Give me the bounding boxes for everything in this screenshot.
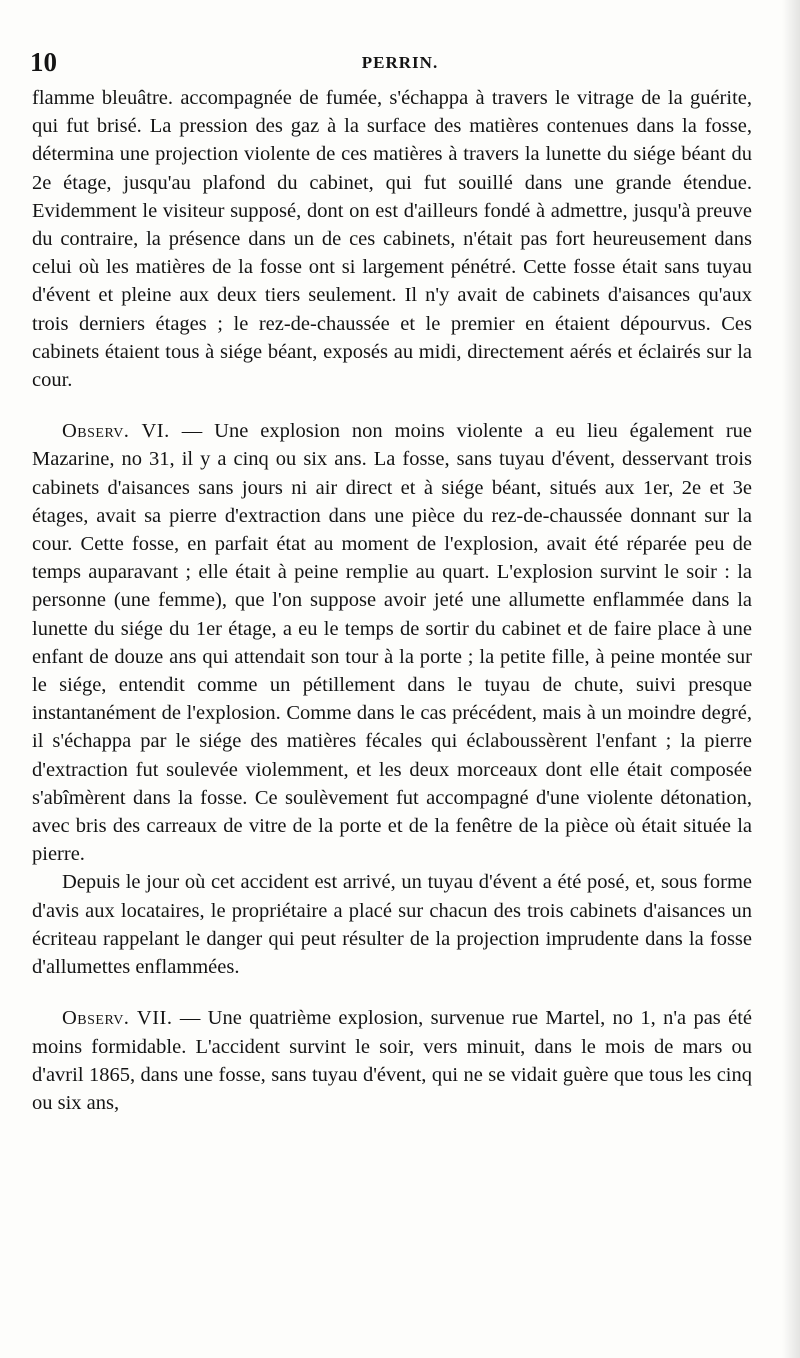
body-text: [32, 84, 752, 1117]
observation-text: — Une quatrième explosion, survenue rue Martel, no 1, n'a pas été moins formidable. L'accident survint le soir, vers minuit, dans le mois de mars ou d'avril 1865, dans une fosse, sans tuyau d'évent, qui ne se vidait guère que tous les cinq ou six ans,: [32, 1007, 752, 1114]
page-edge-shadow: [782, 0, 800, 1358]
observation-vii: [32, 1004, 752, 1117]
observation-label: Observ. VII.: [62, 1007, 173, 1030]
paragraph-follow-up: Depuis le jour où cet accident est arrivé, un tuyau d'évent a été posé, et, sous forme d'avis aux locataires, le propriétaire a placé sur chacun des trois cabinets d'aisances un écriteau rappelant le danger qui peut résulter de la projection imprudente dans la fosse d'allumettes enflammées.: [32, 871, 752, 979]
observation-text: — Une explosion non moins violente a eu lieu également rue Mazarine, no 31, il y a cinq ou six ans. La fosse, sans tuyau d'évent, desservant trois cabinets d'aisances sans jours ni air direct et à siége béant, situés aux 1er, 2e et 3e étages, avait sa pierre d'extraction dans une pièce du rez-de-chaussée donnant sur la cour. Cette fosse, en parfait état au moment de l'explosion, avait été réparée peu de temps auparavant ; elle était à peine remplie au quart. L'explosion survint le soir : la personne (une femme), que l'on suppose avoir jeté une allumette enflammée dans la lunette du siége du 1er étage, a eu le temps de sortir du cabinet et de faire place à une enfant de douze ans qui attendait son tour à la porte ; la petite fille, à peine montée sur le siége, entendit comme un pétillement dans le tuyau de chute, suivi presque instantanément de l'explosion. Comme dans le cas précédent, mais à un moindre degré, il s'échappa par le siége des matières fécales qui éclaboussèrent l'enfant ; la pierre d'extraction fut soulevée violemment, et les deux morceaux dont elle était composée s'abîmèrent dans la fosse. Ce soulèvement fut accompagné d'une violente détonation, avec bris des carreaux de vitre de la porte et de la fenêtre de la pièce où était située la pierre.: [32, 420, 752, 866]
observation-vi: [32, 417, 752, 868]
running-head: PERRIN.: [361, 53, 439, 72]
page-number: 10: [30, 47, 57, 77]
page-header: [30, 46, 770, 78]
paragraph-continuation: flamme bleuâtre. accompagnée de fumée, s'échappa à travers le vitrage de la guérite, qui fut brisé. La pression des gaz à la surface des matières contenues dans la fosse, détermina une projection violente de ces matières à travers la lunette du siége béant du 2e étage, jusqu'au plafond du cabinet, qui fut souillé dans une grande étendue. Evidemment le visiteur supposé, dont on est d'ailleurs fondé à admettre, jusqu'à preuve du contraire, la présence dans un de ces cabinets, n'était pas fort heureusement dans celui où les matières de la fosse ont si largement pénétré. Cette fosse était sans tuyau d'évent et pleine aux deux tiers seulement. Il n'y avait de cabinets d'aisances qu'aux trois derniers étages ; le rez-de-chaussée et le premier en étaient dépourvus. Ces cabinets étaient tous à siége béant, exposés au midi, directement aérés et éclairés sur la cour.: [32, 87, 752, 392]
observation-label: Observ. VI.: [62, 420, 170, 443]
